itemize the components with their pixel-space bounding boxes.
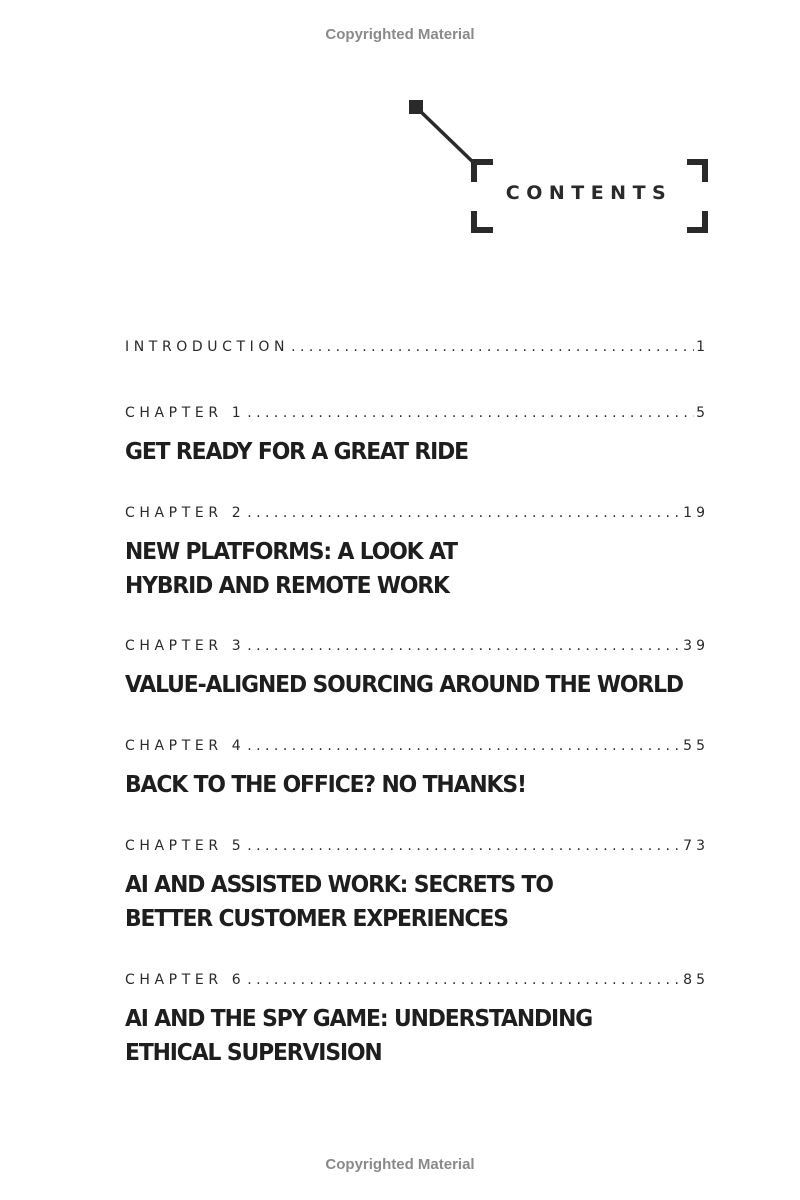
dot-leader (247, 838, 681, 854)
toc-entry-line (125, 972, 709, 992)
toc-entry-label: CHAPTER 4 (125, 738, 246, 754)
toc-page-number: 1 (696, 339, 709, 355)
toc-entry-chapter-6[interactable] (125, 972, 709, 1069)
chapter-title-line: ETHICAL SUPERVISION (125, 1038, 382, 1066)
toc-entry-chapter-3[interactable] (125, 638, 709, 701)
chapter-title-line: GET READY FOR A GREAT RIDE (125, 437, 468, 465)
toc-page-number: 73 (683, 838, 709, 854)
copyright-header: Copyrighted Material (325, 26, 475, 43)
chapter-title-line: AI AND ASSISTED WORK: SECRETS TO (125, 870, 553, 898)
toc-entry-chapter-4[interactable] (125, 738, 709, 801)
toc-entry-line (125, 738, 709, 758)
chapter-title-line: VALUE-ALIGNED SOURCING AROUND THE WORLD (125, 670, 683, 698)
toc-entry-label: CHAPTER 3 (125, 638, 246, 654)
dot-leader (247, 972, 681, 988)
toc-entry-label: CHAPTER 6 (125, 972, 246, 988)
chapter-title-line: NEW PLATFORMS: A LOOK AT (125, 537, 457, 565)
toc-entry-chapter-1[interactable] (125, 405, 709, 468)
contents-bracket-icon (400, 95, 720, 245)
chapter-title (125, 434, 720, 468)
chapter-title-line: BETTER CUSTOMER EXPERIENCES (125, 904, 508, 932)
toc-entry-line (125, 339, 709, 359)
chapter-title (125, 534, 720, 602)
toc-entry-label: CHAPTER 5 (125, 838, 246, 854)
toc-entry-label: CHAPTER 1 (125, 405, 246, 421)
dot-leader (247, 505, 681, 521)
dot-leader (247, 405, 694, 421)
toc-entry-line (125, 405, 709, 425)
toc-page-number: 55 (683, 738, 709, 754)
toc-page-number: 85 (683, 972, 709, 988)
toc-entry-chapter-2[interactable] (125, 505, 709, 602)
toc-entry-chapter-5[interactable] (125, 838, 709, 935)
chapter-title-line: HYBRID AND REMOTE WORK (125, 571, 449, 599)
toc-page-number: 5 (696, 405, 709, 421)
toc-entry-label: INTRODUCTION (125, 339, 290, 355)
dot-leader (247, 638, 681, 654)
chapter-title-line: AI AND THE SPY GAME: UNDERSTANDING (125, 1004, 593, 1032)
contents-heading: CONTENTS (505, 182, 673, 204)
toc-entry-line (125, 838, 709, 858)
toc-page-number: 19 (683, 505, 709, 521)
chapter-title (125, 867, 720, 935)
toc-entry-label: CHAPTER 2 (125, 505, 246, 521)
toc-entry-line (125, 638, 709, 658)
toc-entry-line (125, 505, 709, 525)
dot-leader (291, 339, 694, 355)
chapter-title (125, 767, 720, 801)
chapter-title (125, 1001, 720, 1069)
copyright-footer: Copyrighted Material (325, 1156, 475, 1173)
chapter-title (125, 667, 720, 701)
chapter-title-line: BACK TO THE OFFICE? NO THANKS! (125, 770, 526, 798)
toc-entry-introduction[interactable] (125, 339, 709, 359)
toc-page-number: 39 (683, 638, 709, 654)
dot-leader (247, 738, 681, 754)
